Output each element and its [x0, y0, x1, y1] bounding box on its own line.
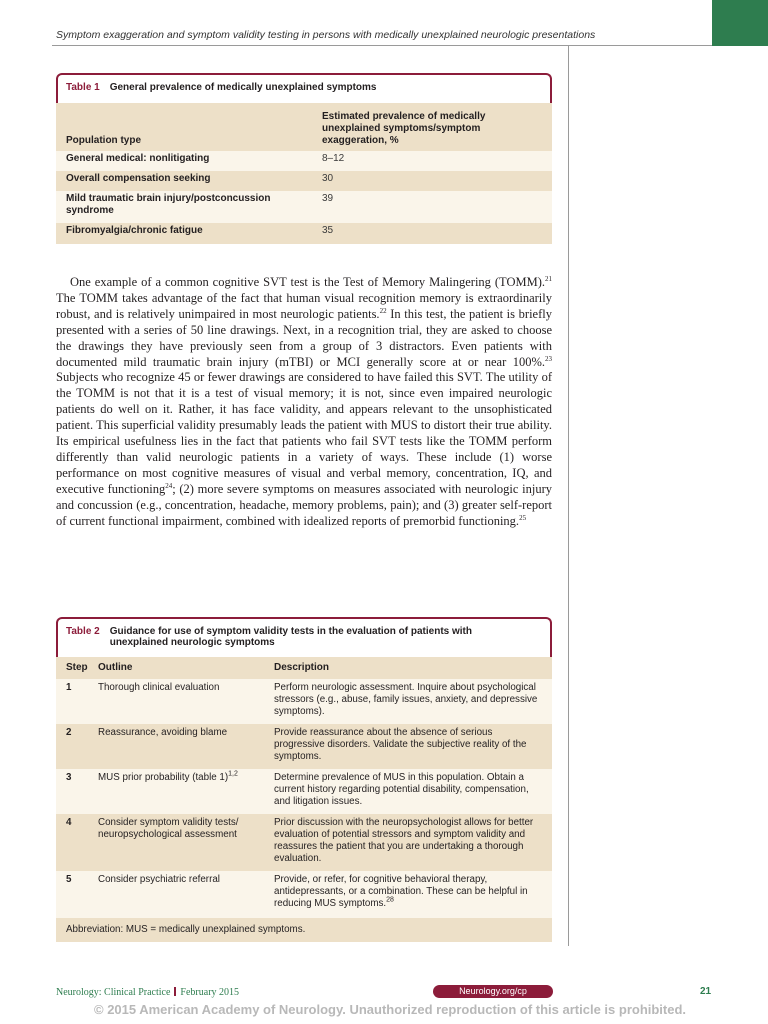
cell-outline: Reassurance, avoiding blame [98, 727, 228, 738]
cell-description: Perform neurologic assessment. Inquire about psychological stressors (e.g., abuse, family issues, anxiety, and depressive symptoms). [274, 682, 538, 717]
table-2 [56, 617, 552, 942]
cell-prevalence: 30 [322, 173, 334, 184]
issue-date: February 2015 [180, 987, 240, 998]
table-row [56, 171, 552, 191]
table-1-caption [56, 73, 552, 103]
table-row [56, 871, 552, 918]
cell-description [274, 874, 552, 918]
table-row [56, 679, 552, 724]
page-number: 21 [700, 986, 712, 997]
footer-separator [174, 987, 176, 996]
col-header-population: Population type [66, 135, 141, 146]
ref-22: 22 [379, 306, 387, 315]
table-row [56, 223, 552, 244]
cell-outline: Consider symptom validity tests/ neuropsychological assessment [98, 817, 239, 840]
col-header-prevalence: Estimated prevalence of medically unexplained symptoms/symptom exaggeration, % [322, 111, 486, 146]
journal-name: Neurology: Clinical Practice [56, 987, 171, 998]
cell-prevalence: 39 [322, 193, 334, 204]
body-text-2: The TOMM takes advantage of the fact that human visual recognition memory is extraordinarily robust, and is relatively unimpaired in most neurologic patients. [56, 290, 552, 321]
cell-population: Fibromyalgia/chronic fatigue [66, 225, 203, 236]
col-header-outline: Outline [98, 662, 133, 673]
col-header-description: Description [274, 662, 330, 673]
col-header-step: Step [66, 662, 88, 673]
ref-25: 25 [519, 513, 527, 522]
body-text-5: ; (2) more severe symptoms on measures associated with neurologic injury and concussion (e.g., concentration, headache, memory problems, pain); and (3) greater self-report of current functional impairment, combined with idealized reports of premorbid functioning. [56, 481, 552, 528]
corner-tab [712, 0, 768, 46]
cell-population: General medical: nonlitigating [66, 153, 210, 164]
copyright-notice: © 2015 American Academy of Neurology. Unauthorized reproduction of this article is prohibited. [94, 1002, 687, 1017]
table-2-header-row [56, 657, 552, 679]
column-rule [568, 46, 569, 946]
body-paragraph [56, 275, 552, 530]
cell-outline: Thorough clinical evaluation [98, 682, 220, 693]
cell-population: Mild traumatic brain injury/postconcussion syndrome [66, 193, 271, 216]
body-text-3: In this test, the patient is briefly presented with a series of 50 line drawings. Next, in a recognition trial, they are asked to choose the drawings they have previously seen from a group of 3 distractors. Even patients with documented mild traumatic brain injury (mTBI) or MCI generally score at or near 100%. [56, 306, 552, 369]
table-2-footnote: Abbreviation: MUS = medically unexplained symptoms. [56, 918, 552, 942]
body-text-1: One example of a common cognitive SVT test is the Test of Memory Malingering (TOMM). [70, 275, 545, 289]
cell-outline: Consider psychiatric referral [98, 874, 220, 885]
cell-prevalence: 35 [322, 225, 334, 236]
outline-text: MUS prior probability (table 1) [98, 772, 229, 783]
cell-population: Overall compensation seeking [66, 173, 211, 184]
body-text-4: Subjects who recognize 45 or fewer drawings are considered to have failed this SVT. The utility of the TOMM is not that it is a test of visual memory; it is not, since even impaired neurologic patients do well on it. Rather, it has face validity, and appears relevant to the unsophisticated patient. This superficial validity presumably leads the patient with MUS to distort their true ability. Its empirical usefulness lies in the fact that patients who fail SVT tests like the TOMM perform differently than valid neurologic patients in a variety of ways. These include (1) worse performance on most cognitive measures of visual and verbal memory, concentration, IQ, and executive functioning [56, 370, 552, 496]
cell-outline [98, 772, 274, 814]
ref-1-2: 1,2 [228, 770, 238, 778]
cell-prevalence: 8–12 [322, 153, 345, 164]
table-2-caption [56, 617, 552, 657]
cell-description: Prior discussion with the neuropsychologist allows for better evaluation of potential stressors and symptom validity and reassures the patient that you are undertaking a thorough evaluation. [274, 817, 534, 864]
table-row [56, 151, 552, 171]
table-2-label: Table 2 [66, 626, 100, 637]
table-row [56, 191, 552, 223]
journal-site-link[interactable]: Neurology.org/cp [433, 985, 553, 998]
cell-description: Provide reassurance about the absence of serious progressive disorders. Validate the subjective reality of the symptoms. [274, 727, 527, 762]
cell-step: 1 [66, 682, 72, 693]
ref-21: 21 [545, 274, 552, 283]
running-head: Symptom exaggeration and symptom validity testing in persons with medically unexplained neurologic presentations [56, 29, 596, 41]
cell-description: Determine prevalence of MUS in this population. Obtain a current history regarding potential disability, compensation, and litigation issues. [274, 772, 529, 807]
table-row [56, 769, 552, 814]
table-2-title: Guidance for use of symptom validity tests in the evaluation of patients with unexplained neurologic symptoms [109, 626, 472, 648]
cell-step: 4 [66, 817, 72, 828]
cell-step: 3 [66, 772, 72, 783]
ref-23: 23 [545, 354, 552, 363]
table-row [56, 724, 552, 769]
table-row [56, 814, 552, 871]
cell-step: 5 [66, 874, 72, 885]
header-rule [52, 45, 712, 46]
footer-journal [56, 987, 239, 998]
cell-step: 2 [66, 727, 72, 738]
description-text: Provide, or refer, for cognitive behavioral therapy, antidepressants, or a combination. These can be helpful in reducing MUS symptoms. [274, 874, 528, 909]
ref-24: 24 [165, 481, 173, 490]
ref-28: 28 [386, 896, 394, 904]
table-1-header-row [56, 103, 552, 151]
table-1-title: General prevalence of medically unexplained symptoms [109, 82, 377, 93]
table-1-label: Table 1 [66, 82, 100, 93]
table-1 [56, 73, 552, 244]
